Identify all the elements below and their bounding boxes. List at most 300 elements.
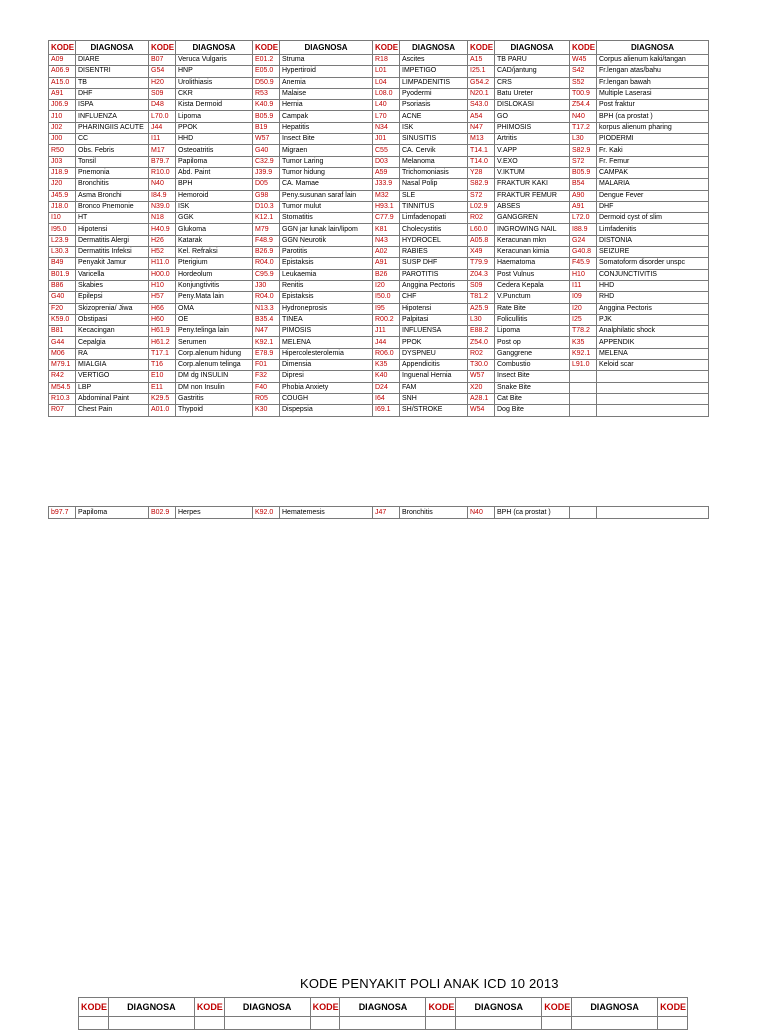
diagnosa-cell: PHARINGIIS ACUTE (76, 122, 149, 133)
diagnosa-cell: Corp.alenum hidung (176, 348, 253, 359)
diagnosa-cell: Stomatitis (280, 213, 373, 224)
diagnosa-cell: CRS (495, 77, 570, 88)
kode-cell: I84.9 (149, 190, 176, 201)
table-row (49, 235, 709, 246)
table-row (49, 167, 709, 178)
table-row (49, 88, 709, 99)
diagnosa-cell: Varicella (76, 269, 149, 280)
kode-cell: N39.0 (149, 201, 176, 212)
kode-cell: T81.2 (468, 292, 495, 303)
kode-cell: S82.9 (570, 145, 597, 156)
diagnosa-cell: ISK (176, 201, 253, 212)
diagnosa-cell: GO (495, 111, 570, 122)
diagnosa-cell: Campak (280, 111, 373, 122)
kode-cell: E11 (149, 382, 176, 393)
kode-cell: T14.1 (468, 145, 495, 156)
kode-cell: J11 (373, 326, 400, 337)
diagnosa-cell: Skizoprenia/ Jiwa (76, 303, 149, 314)
kode-cell: D48 (149, 100, 176, 111)
kode-cell (570, 382, 597, 393)
diagnosa-cell: CONJUNCTIVITIS (597, 269, 709, 280)
kode-cell: J18.0 (49, 201, 76, 212)
kode-cell: R02 (468, 213, 495, 224)
kode-cell: R06.0 (373, 348, 400, 359)
diagnosa-cell: TINNITUS (400, 201, 468, 212)
diagnosa-cell: DHF (597, 201, 709, 212)
diagnosa-cell: PHIMOSIS (495, 122, 570, 133)
diagnosa-cell: Inguenal Hernia (400, 371, 468, 382)
diagnosa-cell: Hipotensi (76, 224, 149, 235)
diagnosa-cell: Palpitasi (400, 314, 468, 325)
diagnosa-cell: Thypoid (176, 405, 253, 416)
diagnosa-cell: Cepalgia (76, 337, 149, 348)
table-row (49, 326, 709, 337)
kode-cell: B26.9 (253, 247, 280, 258)
kode-cell: G40.8 (570, 247, 597, 258)
diagnosa-cell: Dermoid cyst of slim (597, 213, 709, 224)
kode-cell: J06.9 (49, 100, 76, 111)
kode-cell: G98 (253, 190, 280, 201)
diagnosa-cell: ISK (400, 122, 468, 133)
table-row (49, 337, 709, 348)
kode-cell: A91 (49, 88, 76, 99)
kode-cell: S09 (468, 280, 495, 291)
diagnosa-cell: MIALGIA (76, 360, 149, 371)
diagnosa-cell: GGN jar lunak lain/lipom (280, 224, 373, 235)
diagnosa-cell: LIMPADENITIS (400, 77, 468, 88)
extra-body (49, 507, 709, 519)
diagnosa-header: DIAGNOSA (572, 998, 658, 1017)
diagnosa-cell: Psoriasis (400, 100, 468, 111)
kode-cell: R42 (49, 371, 76, 382)
diagnosa-cell: Fr. Kaki (597, 145, 709, 156)
diagnosa-cell: Epistaksis (280, 292, 373, 303)
kode-cell: L40 (373, 100, 400, 111)
diagnosa-cell: Serumen (176, 337, 253, 348)
kode-cell: H10 (570, 269, 597, 280)
diagnosa-header: DIAGNOSA (400, 41, 468, 55)
diagnosa-cell: Osteoatritis (176, 145, 253, 156)
kode-cell: B54 (570, 179, 597, 190)
kode-cell: H00.0 (149, 269, 176, 280)
diagnosa-cell: RHD (597, 292, 709, 303)
kode-cell: J44 (149, 122, 176, 133)
kode-cell: J01 (373, 134, 400, 145)
table-row (49, 77, 709, 88)
diagnosa-cell: Melanoma (400, 156, 468, 167)
kode-cell: R10.3 (49, 393, 76, 404)
table-row (49, 100, 709, 111)
diagnosa-cell: Nasal Polip (400, 179, 468, 190)
table-row (49, 371, 709, 382)
diagnosa-cell: DM non Insulin (176, 382, 253, 393)
kode-cell: I09 (570, 292, 597, 303)
empty-cell (224, 1017, 310, 1030)
diagnosa-cell: Asma Bronchi (76, 190, 149, 201)
diagnosa-cell: SEIZURE (597, 247, 709, 258)
kode-cell: K92.1 (570, 348, 597, 359)
diagnosa-cell: Hipotensi (400, 303, 468, 314)
kode-cell: L08.0 (373, 88, 400, 99)
diagnosa-cell: Keloid scar (597, 360, 709, 371)
kode-cell: F40 (253, 382, 280, 393)
kode-cell: L70.0 (149, 111, 176, 122)
kode-cell: A91 (570, 201, 597, 212)
diagnosa-cell: TINEA (280, 314, 373, 325)
kode-cell: J45.9 (49, 190, 76, 201)
diagnosa-cell: DIARE (76, 55, 149, 66)
table-row (49, 247, 709, 258)
kode-cell: W54 (468, 405, 495, 416)
diagnosa-cell (597, 405, 709, 416)
diagnosa-cell: BPH (176, 179, 253, 190)
kode-cell: D05 (253, 179, 280, 190)
diagnosa-cell: Dipresi (280, 371, 373, 382)
kode-cell (570, 371, 597, 382)
kode-cell: L70 (373, 111, 400, 122)
kode-cell: S42 (570, 66, 597, 77)
table-row (49, 360, 709, 371)
diagnosa-cell: Epistaksis (280, 258, 373, 269)
kode-cell: J18.9 (49, 167, 76, 178)
kode-cell: H10 (149, 280, 176, 291)
kode-cell: E78.9 (253, 348, 280, 359)
kode-cell: J47 (373, 507, 400, 519)
diagnosa-cell: Kecacingan (76, 326, 149, 337)
diagnosa-cell: Artritis (495, 134, 570, 145)
kode-cell: H60 (149, 314, 176, 325)
table-row (49, 122, 709, 133)
icd-code-table (48, 40, 709, 417)
kode-cell: K30 (253, 405, 280, 416)
kode-cell: I25.1 (468, 66, 495, 77)
kode-cell (570, 507, 597, 519)
empty-cell (340, 1017, 426, 1030)
diagnosa-cell: Hipercolesterolemia (280, 348, 373, 359)
table-row (49, 303, 709, 314)
kode-cell: C32.9 (253, 156, 280, 167)
kode-cell: H11.0 (149, 258, 176, 269)
diagnosa-cell: Kista Dermoid (176, 100, 253, 111)
empty-cell (572, 1017, 658, 1030)
kode-cell: H61.2 (149, 337, 176, 348)
diagnosa-cell: Dermatitis Infeksi (76, 247, 149, 258)
table-row (49, 507, 709, 519)
diagnosa-cell: Hypertiroid (280, 66, 373, 77)
table-row (49, 134, 709, 145)
diagnosa-header: DIAGNOSA (597, 41, 709, 55)
diagnosa-cell: Skabies (76, 280, 149, 291)
diagnosa-header: DIAGNOSA (495, 41, 570, 55)
kode-cell: K92.0 (253, 507, 280, 519)
diagnosa-cell: HHD (176, 134, 253, 145)
diagnosa-cell: BPH (ca prostat ) (597, 111, 709, 122)
table-header-row (79, 998, 688, 1017)
diagnosa-cell: Parotitis (280, 247, 373, 258)
kode-cell: G54.2 (468, 77, 495, 88)
diagnosa-cell: Combustio (495, 360, 570, 371)
kode-cell: M17 (149, 145, 176, 156)
diagnosa-cell: Ascites (400, 55, 468, 66)
diagnosa-cell: Peny.Mata lain (176, 292, 253, 303)
table-header-row (49, 41, 709, 55)
diagnosa-cell: Pnemonia (76, 167, 149, 178)
diagnosa-cell: DHF (76, 88, 149, 99)
diagnosa-cell: Cholecystitis (400, 224, 468, 235)
kode-cell: Z54.0 (468, 337, 495, 348)
kode-cell: W57 (468, 371, 495, 382)
diagnosa-cell: ACNE (400, 111, 468, 122)
table-row (49, 55, 709, 66)
diagnosa-cell: HNP (176, 66, 253, 77)
kode-header: KODE (373, 41, 400, 55)
table-row (49, 258, 709, 269)
diagnosa-cell: PAROTITIS (400, 269, 468, 280)
kode-cell: X20 (468, 382, 495, 393)
diagnosa-cell: Dispepsia (280, 405, 373, 416)
diagnosa-cell: ABSES (495, 201, 570, 212)
kode-cell: N40 (468, 507, 495, 519)
kode-cell: R18 (373, 55, 400, 66)
kode-cell: L30 (468, 314, 495, 325)
empty-cell (194, 1017, 224, 1030)
diagnosa-cell: CC (76, 134, 149, 145)
diagnosa-cell: Hordeolum (176, 269, 253, 280)
kode-cell: H20 (149, 77, 176, 88)
diagnosa-cell: MELENA (280, 337, 373, 348)
kode-cell: C77.9 (373, 213, 400, 224)
kode-cell: I69.1 (373, 405, 400, 416)
kode-cell: M06 (49, 348, 76, 359)
diagnosa-cell: Cedera Kepala (495, 280, 570, 291)
kode-cell: K40.9 (253, 100, 280, 111)
diagnosa-cell: Fr.lengan bawah (597, 77, 709, 88)
kode-cell: T00.9 (570, 88, 597, 99)
kode-cell: D24 (373, 382, 400, 393)
kode-cell: I25 (570, 314, 597, 325)
diagnosa-cell: Pyodermi (400, 88, 468, 99)
diagnosa-header: DIAGNOSA (340, 998, 426, 1017)
kode-cell: I88.9 (570, 224, 597, 235)
kode-cell: D03 (373, 156, 400, 167)
diagnosa-header: DIAGNOSA (224, 998, 310, 1017)
kode-cell: L23.9 (49, 235, 76, 246)
kode-cell: A02 (373, 247, 400, 258)
diagnosa-cell: Kel. Refraksi (176, 247, 253, 258)
kode-cell: I11 (570, 280, 597, 291)
kode-cell: A59 (373, 167, 400, 178)
diagnosa-cell: Haematoma (495, 258, 570, 269)
diagnosa-cell: Tumor mulut (280, 201, 373, 212)
diagnosa-cell: GANGGREN (495, 213, 570, 224)
kode-cell: M13 (468, 134, 495, 145)
kode-cell: A91 (373, 258, 400, 269)
kode-cell: T14.0 (468, 156, 495, 167)
kode-cell: M32 (373, 190, 400, 201)
empty-cell (426, 1017, 456, 1030)
diagnosa-cell: Tonsil (76, 156, 149, 167)
kode-cell: I95 (373, 303, 400, 314)
diagnosa-cell: Renitis (280, 280, 373, 291)
diagnosa-cell: Migraen (280, 145, 373, 156)
diagnosa-cell: CAMPAK (597, 167, 709, 178)
diagnosa-cell: Epilepsi (76, 292, 149, 303)
diagnosa-cell: Abdominal Paint (76, 393, 149, 404)
diagnosa-cell: Insect Bite (280, 134, 373, 145)
kode-cell: A09 (49, 55, 76, 66)
diagnosa-cell: Chest Pain (76, 405, 149, 416)
diagnosa-cell: FAM (400, 382, 468, 393)
kode-cell: K40 (373, 371, 400, 382)
kode-header: KODE (253, 41, 280, 55)
kode-cell: A15.0 (49, 77, 76, 88)
kode-cell: T17.2 (570, 122, 597, 133)
kode-cell: N43 (373, 235, 400, 246)
diagnosa-cell: Abd. Paint (176, 167, 253, 178)
kode-cell: R04.0 (253, 258, 280, 269)
diagnosa-cell (597, 507, 709, 519)
kode-cell (570, 393, 597, 404)
diagnosa-cell: Post Vulnus (495, 269, 570, 280)
kode-cell: Z54.4 (570, 100, 597, 111)
kode-cell: R00.2 (373, 314, 400, 325)
kode-cell: I50.0 (373, 292, 400, 303)
kode-cell: J10 (49, 111, 76, 122)
kode-cell: Y28 (468, 167, 495, 178)
diagnosa-cell: Anggina Pectoris (400, 280, 468, 291)
kode-cell: B05.9 (253, 111, 280, 122)
diagnosa-cell: V.EXO (495, 156, 570, 167)
diagnosa-cell: Tumor Laring (280, 156, 373, 167)
kode-cell: R07 (49, 405, 76, 416)
kode-cell: L91.0 (570, 360, 597, 371)
kode-cell: G40 (49, 292, 76, 303)
kode-cell: B81 (49, 326, 76, 337)
poli-anak-table (78, 997, 688, 1030)
empty-cell (79, 1017, 109, 1030)
kode-cell: K81 (373, 224, 400, 235)
diagnosa-header: DIAGNOSA (280, 41, 373, 55)
kode-cell: H52 (149, 247, 176, 258)
kode-cell: J02 (49, 122, 76, 133)
diagnosa-cell: CAD/jantung (495, 66, 570, 77)
diagnosa-cell: Dermatitis Alergi (76, 235, 149, 246)
diagnosa-cell: CA. Mamae (280, 179, 373, 190)
diagnosa-cell: DISENTRI (76, 66, 149, 77)
diagnosa-cell: CHF (400, 292, 468, 303)
kode-cell: J20 (49, 179, 76, 190)
diagnosa-header: DIAGNOSA (76, 41, 149, 55)
diagnosa-header: DIAGNOSA (176, 41, 253, 55)
kode-cell: S72 (468, 190, 495, 201)
diagnosa-cell: SNH (400, 393, 468, 404)
kode-cell: T30.0 (468, 360, 495, 371)
kode-cell: G24 (570, 235, 597, 246)
kode-cell: C55 (373, 145, 400, 156)
kode-cell: H40.9 (149, 224, 176, 235)
kode-cell: I11 (149, 134, 176, 145)
diagnosa-cell: V.Punctum (495, 292, 570, 303)
kode-header: KODE (426, 998, 456, 1017)
kode-cell: E01.2 (253, 55, 280, 66)
diagnosa-cell: SINUSITIS (400, 134, 468, 145)
diagnosa-cell: Limfadenopati (400, 213, 468, 224)
kode-header: KODE (149, 41, 176, 55)
kode-cell: T17.1 (149, 348, 176, 359)
table-row (49, 280, 709, 291)
diagnosa-cell: DISTONIA (597, 235, 709, 246)
kode-cell: b97.7 (49, 507, 76, 519)
diagnosa-cell: V.APP (495, 145, 570, 156)
diagnosa-cell: Papiloma (176, 156, 253, 167)
diagnosa-cell: DYSPNEU (400, 348, 468, 359)
table-row (49, 269, 709, 280)
diagnosa-cell: Keracunan kimia (495, 247, 570, 258)
kode-cell: B02.9 (149, 507, 176, 519)
kode-cell: J44 (373, 337, 400, 348)
diagnosa-cell: V.IKTUM (495, 167, 570, 178)
kode-cell: G54 (149, 66, 176, 77)
kode-cell: F01 (253, 360, 280, 371)
kode-cell: S43.0 (468, 100, 495, 111)
diagnosa-cell: Struma (280, 55, 373, 66)
kode-cell: L30 (570, 134, 597, 145)
kode-cell: B07 (149, 55, 176, 66)
diagnosa-cell: PPOK (400, 337, 468, 348)
empty-cell (658, 1017, 688, 1030)
kode-cell: J33.9 (373, 179, 400, 190)
table-body (49, 55, 709, 417)
kode-cell: R05 (253, 393, 280, 404)
diagnosa-cell: GGK (176, 213, 253, 224)
kode-cell: I64 (373, 393, 400, 404)
kode-cell: D50.9 (253, 77, 280, 88)
diagnosa-cell: Limfadenitis (597, 224, 709, 235)
diagnosa-cell: COUGH (280, 393, 373, 404)
diagnosa-cell (597, 382, 709, 393)
kode-cell: I10 (49, 213, 76, 224)
kode-cell: N47 (468, 122, 495, 133)
diagnosa-cell: Hydroneprosis (280, 303, 373, 314)
diagnosa-cell: BPH (ca prostat ) (495, 507, 570, 519)
table-row (49, 179, 709, 190)
diagnosa-cell: Trichomoniasis (400, 167, 468, 178)
diagnosa-header: DIAGNOSA (456, 998, 542, 1017)
empty-cell (456, 1017, 542, 1030)
diagnosa-cell: Bronchitis (76, 179, 149, 190)
table-row (49, 393, 709, 404)
kode-cell: J00 (49, 134, 76, 145)
diagnosa-cell: Hepatitis (280, 122, 373, 133)
kode-cell: N40 (149, 179, 176, 190)
diagnosa-cell: Obs. Febris (76, 145, 149, 156)
diagnosa-cell: IMPETIGO (400, 66, 468, 77)
diagnosa-cell: Lipoma (495, 326, 570, 337)
kode-cell: Z04.3 (468, 269, 495, 280)
diagnosa-cell: Bronco Pnemonie (76, 201, 149, 212)
table-row (49, 224, 709, 235)
kode-cell: L30.3 (49, 247, 76, 258)
diagnosa-cell: Peny.telinga lain (176, 326, 253, 337)
kode-cell: A90 (570, 190, 597, 201)
kode-cell: S52 (570, 77, 597, 88)
kode-cell: B26 (373, 269, 400, 280)
diagnosa-cell: CA. Cervik (400, 145, 468, 156)
diagnosa-cell: SH/STROKE (400, 405, 468, 416)
diagnosa-cell: Bronchitis (400, 507, 468, 519)
diagnosa-cell: Urolithiasis (176, 77, 253, 88)
diagnosa-cell: TB (76, 77, 149, 88)
